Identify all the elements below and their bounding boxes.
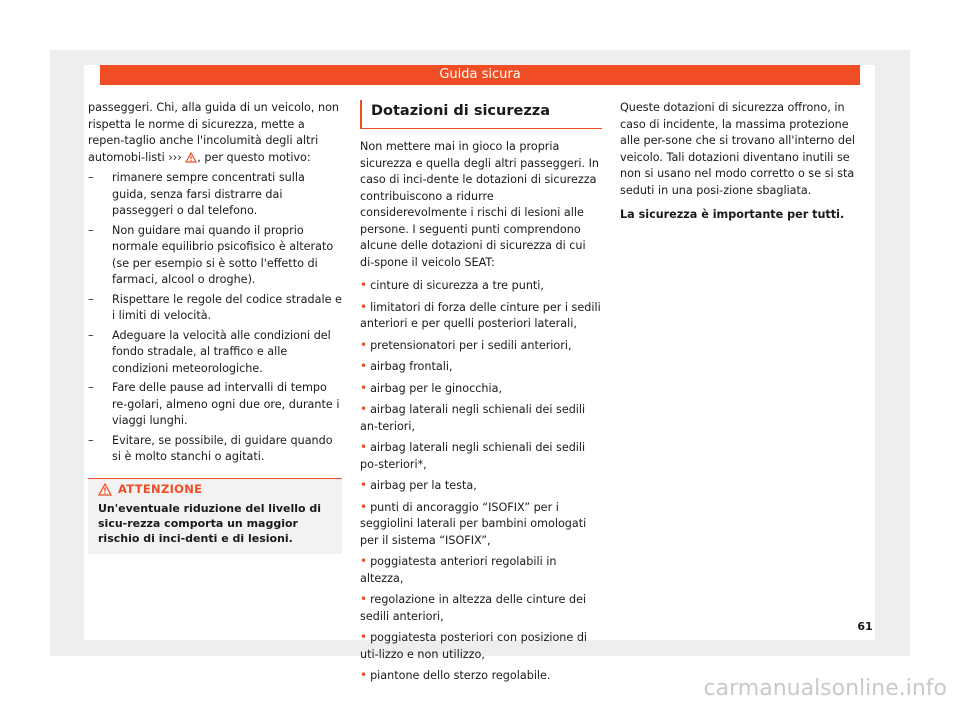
bullet-marker: • xyxy=(360,554,368,568)
bullet-marker: • xyxy=(360,359,368,373)
warning-header xyxy=(98,479,332,501)
list-item: – Non guidare mai quando il proprio normale equilibrio psicofisico è alterato (se per esempio si è sotto l'effetto di farmaci, alcool o droghe). xyxy=(88,223,334,286)
bullet-marker: • xyxy=(360,592,368,606)
list-item: • poggiatesta posteriori con posizione di uti-lizzo e non utilizzo, xyxy=(360,630,588,661)
section-paragraph: Non mettere mai in gioco la propria sicurezza e quella degli altri passeggeri. In caso di inci-dente le dotazioni di sicurezza contribuiscono a ridurre considerevolmente i rischi di lesioni alle persone. I seguenti punti comprendono alcune delle dotazioni di sicurezza di cui di-spone il veicolo SEAT: xyxy=(360,140,599,269)
warning-triangle-icon xyxy=(98,483,112,496)
closing-statement: La sicurezza è importante per tutti. xyxy=(620,208,845,221)
list-item: • regolazione in altezza delle cinture dei sedili anteriori, xyxy=(360,592,587,623)
list-item: • pretensionatori per i sedili anteriori, xyxy=(360,337,572,352)
list-item: • limitatori di forza delle cinture per i sedili anteriori e per quelli posteriori laterali, xyxy=(360,299,601,330)
list-item: – Rispettare le regole del codice stradale e i limiti di velocità. xyxy=(88,292,342,322)
safety-equipment-list xyxy=(360,277,602,685)
list-item: • airbag laterali negli schienali dei sedili po-steriori*, xyxy=(360,440,586,471)
intro-text-end: , per questo motivo: xyxy=(197,150,311,164)
closing-paragraph: Queste dotazioni di sicurezza offrono, in caso di incidente, la massima protezione alle per-sone che si trovano all'interno del veicolo. Tali dotazioni diventano inutili se non si usano nel modo corretto o se si sta seduti in una posi-zione sbagliata. xyxy=(620,101,855,197)
column-left xyxy=(88,100,342,554)
bullet-marker: • xyxy=(360,337,368,352)
list-item: • punti di ancoraggio “ISOFIX” per i seggiolini laterali per bambini omologati per il sistema “ISOFIX”, xyxy=(360,499,587,547)
motivation-list xyxy=(88,170,342,466)
chapter-title: Guida sicura xyxy=(439,67,521,82)
warning-box xyxy=(88,478,342,554)
chapter-header xyxy=(100,65,860,85)
bullet-marker: • xyxy=(360,440,368,454)
list-item: • cinture di sicurezza a tre punti, xyxy=(360,278,544,292)
list-item: • airbag frontali, xyxy=(360,359,453,373)
list-item: – Fare delle pause ad intervalli di tempo re-golari, almeno ogni due ore, durante i viaggi lunghi. xyxy=(88,381,340,427)
bullet-marker: • xyxy=(360,299,368,314)
bullet-marker: • xyxy=(360,668,368,682)
warning-label: ATTENZIONE xyxy=(118,482,203,497)
watermark: carmanualsonline.info xyxy=(703,676,947,701)
dash-marker: – xyxy=(88,223,94,237)
page-number: 61 xyxy=(857,620,873,633)
dash-marker: – xyxy=(88,292,94,306)
section-title: Dotazioni di sicurezza xyxy=(360,100,602,129)
list-item: • piantone dello sterzo regolabile. xyxy=(360,668,551,682)
bullet-marker: • xyxy=(360,478,368,492)
list-item: – Adeguare la velocità alle condizioni del fondo stradale, al traffico e alle condizioni meteorologiche. xyxy=(88,328,331,375)
dash-marker: – xyxy=(88,381,94,394)
bullet-marker: • xyxy=(360,630,368,644)
dash-marker: – xyxy=(88,433,94,447)
intro-paragraph xyxy=(88,100,342,166)
bullet-marker: • xyxy=(360,402,368,416)
dash-marker: – xyxy=(88,328,94,342)
warning-triangle-icon xyxy=(185,152,197,163)
column-middle xyxy=(360,100,602,689)
list-item: • airbag per le ginocchia, xyxy=(360,380,503,395)
column-right xyxy=(620,100,860,224)
list-item: • airbag per la testa, xyxy=(360,478,477,492)
list-item: – rimanere sempre concentrati sulla guida, senza farsi distrarre dai passeggeri o dal telefono. xyxy=(88,171,305,217)
list-item: • poggiatesta anteriori regolabili in altezza, xyxy=(360,554,557,585)
bullet-marker: • xyxy=(360,380,368,395)
intro-text: passeggeri. Chi, alla guida di un veicolo, non rispetta le norme di sicurezza, mette a repen-taglio anche l'incolumità degli altri automobi-listi ››› xyxy=(88,101,340,164)
warning-text: Un'eventuale riduzione del livello di sicu-rezza comporta un maggior rischio di inci-denti e di lesioni. xyxy=(98,501,322,545)
bullet-marker: • xyxy=(360,499,368,514)
dash-marker: – xyxy=(88,171,94,184)
bullet-marker: • xyxy=(360,278,368,292)
list-item: • airbag laterali negli schienali dei sedili an-teriori, xyxy=(360,402,586,433)
list-item: – Evitare, se possibile, di guidare quando si è molto stanchi o agitati. xyxy=(88,433,333,463)
